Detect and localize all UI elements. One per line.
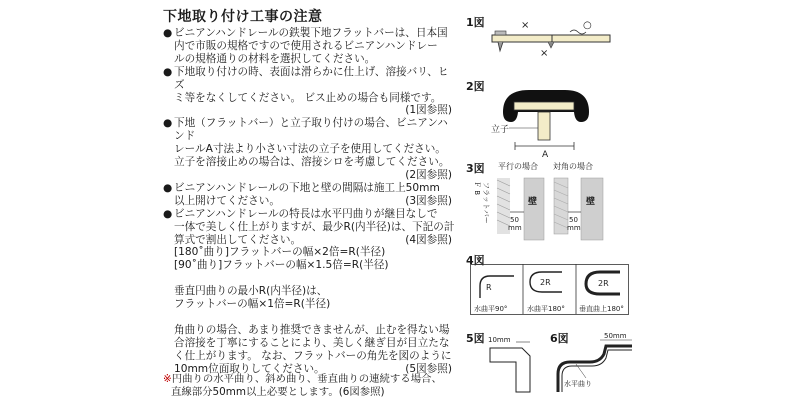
fig4-caption: 垂直曲上180° — [579, 305, 624, 313]
screw-icon — [498, 42, 503, 51]
dimension-label: A — [542, 150, 549, 160]
figure-reference: (4図参照) — [405, 233, 452, 246]
gap-unit: mm — [508, 224, 522, 232]
fig4-caption: 水曲平180° — [527, 305, 565, 313]
fig2-label: 2図 — [466, 80, 485, 93]
r2-label: 2R — [540, 278, 551, 287]
r2-label: 2R — [598, 279, 609, 288]
fig5-diagram — [486, 334, 536, 394]
gap-unit: mm — [567, 224, 581, 232]
corner-line: 10mm位面取りしてください。 — [174, 362, 325, 375]
flat-bar-mark: Ｆ B — [473, 181, 481, 196]
corner-line: く仕上がります。 なお、フラットバーの角先を図のように — [174, 349, 452, 362]
instruction-line-with-ref — [174, 234, 458, 247]
wall-label: 壁 — [528, 197, 538, 207]
straight-label: 50mm — [604, 332, 627, 340]
wall-label: 壁 — [586, 197, 596, 207]
bullet-icon: ● — [163, 117, 173, 130]
fig1-mark: ○ — [583, 20, 592, 31]
instruction-line: 一体で美しく仕上がりますが、最少R(内半径)は、下記の計 — [174, 220, 455, 233]
footnote — [163, 373, 442, 398]
bullet-icon: ● — [163, 207, 173, 220]
fig4-diagram — [470, 264, 630, 318]
vertical-line: 垂直円曲りの最小R(内半径)は、 — [174, 285, 328, 298]
instruction-line: ビニアンハンドレールの下地と壁の間隔は施工上50mm — [174, 181, 440, 194]
handrail-section — [554, 178, 568, 234]
chamfered-corner-icon — [490, 348, 530, 392]
corner-line: 角曲りの場合、あまり推奨できませんが、止むを得ない場 — [174, 324, 450, 337]
instruction-line: ミ等をなくしてください。 ビス止めの場合も同様です。 — [174, 91, 442, 104]
instruction-item — [163, 208, 458, 376]
fig4-caption: 水曲平90° — [474, 305, 508, 313]
figure-reference: (1図参照) — [405, 104, 452, 117]
note-line: 直線部分50mm以上必要とします。(6図参照) — [171, 385, 385, 398]
instruction-line: 以上開けてください。 — [174, 194, 280, 207]
instruction-line-with-ref — [174, 195, 458, 208]
weld-burr-icon — [548, 42, 554, 48]
fig5-label: 5図 — [466, 332, 485, 345]
parallel-label: 平行の場合 — [498, 162, 538, 171]
diagonal-label: 対角の場合 — [553, 162, 593, 171]
instruction-item — [163, 66, 458, 118]
wall — [581, 178, 603, 240]
fig1-mark: × — [521, 20, 530, 31]
wall — [524, 178, 544, 240]
gap-value: 50 — [510, 216, 519, 224]
figure-reference: (5図参照) — [405, 362, 452, 375]
instruction-item — [163, 182, 458, 208]
r-label: R — [486, 283, 492, 292]
instructions — [163, 27, 458, 376]
screw-head-icon — [495, 31, 506, 35]
figure-reference: (3図参照) — [405, 194, 452, 207]
fig3-label: 3図 — [466, 162, 485, 175]
gap-value: 50 — [569, 216, 578, 224]
fig1-diagram — [490, 18, 620, 60]
bullet-icon: ● — [163, 65, 173, 78]
instruction-line: レールA寸法より小さい寸法の立子を使用してください。 — [174, 143, 446, 156]
fig2-diagram — [491, 84, 615, 160]
fig1-mark: × — [540, 48, 549, 59]
instruction-line: ビニアンハンドレールの特長は水平円曲りが継目なしで — [174, 207, 438, 220]
instruction-line: 下地取り付けの時、表面は滑らかに仕上げ、溶接バリ、ヒズ — [174, 65, 449, 91]
figure-reference: (2図参照) — [405, 168, 452, 181]
corner-line: 合溶接を丁寧にすることにより、美しく継ぎ目が目立たな — [174, 336, 450, 349]
instruction-line: 内で市販の規格ですので使用されるビニアンハンドレー — [174, 39, 438, 52]
note-line: 円曲りの水平曲り、斜め曲り、垂直曲りの連続する場合、 — [171, 373, 442, 385]
bullet-icon: ● — [163, 181, 173, 194]
instruction-item — [163, 117, 458, 182]
fig4-label: 4図 — [466, 254, 485, 267]
formula-line: [180˚曲り]フラットバーの幅×2倍=R(半径) — [174, 246, 386, 259]
fig1-label: 1図 — [466, 16, 485, 29]
page-title: 下地取り付け工事の注意 — [163, 9, 323, 25]
fig6-caption: 水平曲り — [564, 380, 592, 388]
formula-line: [90˚曲り]フラットバーの幅×1.5倍=R(半径) — [174, 259, 389, 272]
instruction-line: 算式で割出してください。 — [174, 233, 302, 246]
post — [538, 112, 550, 140]
flat-bar-label: フラットバー — [482, 182, 490, 224]
post-label: 立子 — [491, 125, 510, 135]
fig6-diagram — [540, 334, 640, 394]
instruction-line: 下地（フラットバー）と立子取り付けの場合、ビニアンハンド — [174, 117, 448, 143]
instruction-line: ルの規格通りの材料を選択してください。 — [174, 52, 376, 65]
flat-bar — [492, 35, 610, 42]
note-mark: ※ — [163, 373, 172, 385]
bullet-icon: ● — [163, 27, 173, 39]
instruction-line: 立子を溶接止めの場合は、溶接シロを考慮してください。 — [174, 156, 450, 169]
instruction-item — [163, 27, 458, 66]
flat-bar — [514, 102, 574, 110]
chamfer-label: 10mm — [488, 336, 511, 344]
vertical-line: フラットバーの幅×1倍=R(半径) — [174, 298, 331, 311]
fig6-label: 6図 — [550, 332, 569, 345]
instruction-line: ビニアンハンドレールの鉄製下地フラットバーは、日本国 — [174, 27, 448, 39]
